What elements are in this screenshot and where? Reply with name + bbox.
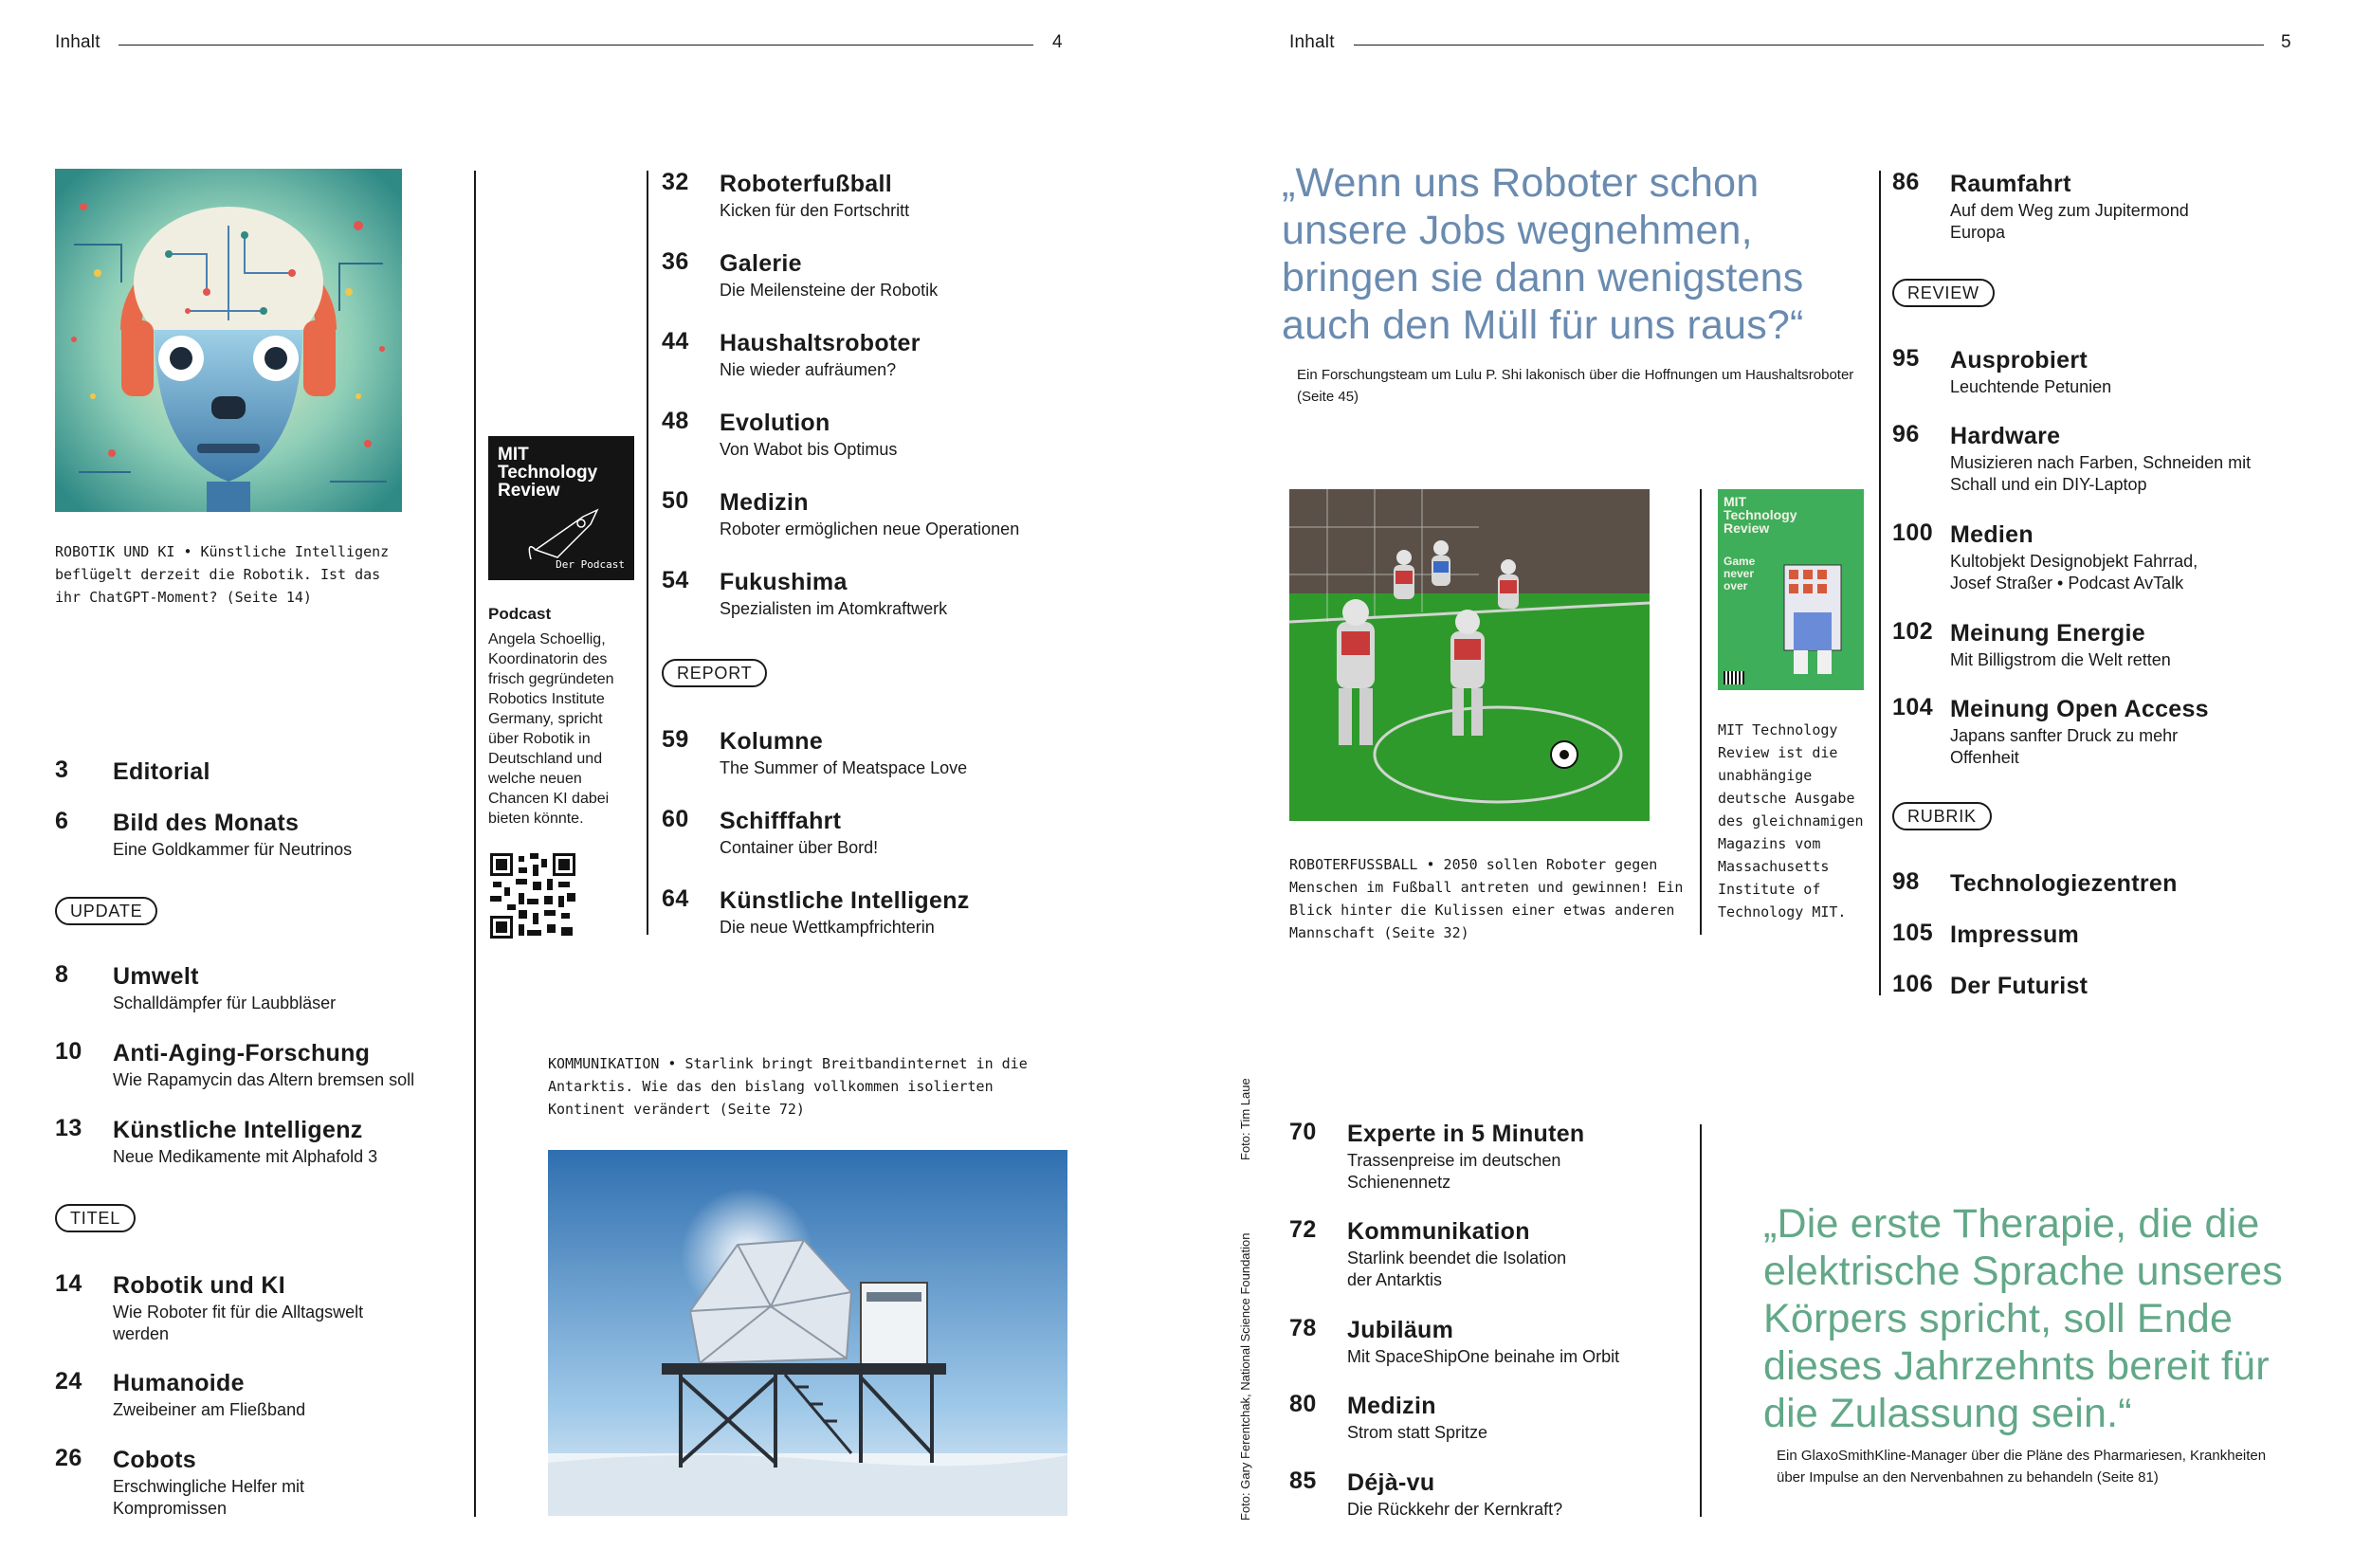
toc-subtitle: Spezialisten im Atomkraftwerk bbox=[720, 599, 948, 618]
toc-page-number: 85 bbox=[1289, 1468, 1317, 1494]
toc-page-number: 48 bbox=[662, 408, 689, 434]
section-pill-update: UPDATE bbox=[55, 897, 157, 925]
toc-title: Galerie bbox=[720, 250, 802, 277]
column-rule bbox=[1879, 171, 1881, 995]
toc-entry[interactable] bbox=[662, 806, 1060, 859]
toc-title: Jubiläum bbox=[1347, 1317, 1454, 1343]
toc-title: Evolution bbox=[720, 410, 830, 436]
toc-entry[interactable] bbox=[55, 1115, 453, 1168]
right-header-rule bbox=[1354, 45, 2264, 46]
toc-title: Haushaltsroboter bbox=[720, 330, 921, 356]
toc-title: Künstliche Intelligenz bbox=[720, 887, 970, 914]
toc-entry[interactable] bbox=[662, 567, 1060, 620]
section-pill-rubrik: RUBRIK bbox=[1892, 802, 1992, 830]
toc-subtitle: Mit Billigstrom die Welt retten bbox=[1950, 650, 2171, 669]
toc-entry[interactable] bbox=[55, 757, 434, 787]
toc-subtitle: Mit SpaceShipOne beinahe im Orbit bbox=[1347, 1347, 1620, 1366]
toc-subtitle: Auf dem Weg zum Jupitermond Europa bbox=[1950, 201, 2189, 242]
toc-entry[interactable] bbox=[662, 885, 1060, 939]
toc-title: Raumfahrt bbox=[1950, 171, 2071, 197]
toc-page-number: 54 bbox=[662, 567, 689, 593]
toc-entry[interactable] bbox=[1892, 920, 2309, 950]
toc-title: Experte in 5 Minuten bbox=[1347, 1121, 1585, 1147]
toc-title: Medizin bbox=[1347, 1393, 1436, 1419]
qr-code[interactable] bbox=[490, 853, 575, 939]
podcast-heading: Podcast bbox=[488, 605, 552, 623]
toc-page-number: 59 bbox=[662, 726, 689, 753]
toc-page-number: 64 bbox=[662, 885, 689, 912]
mag-cover-line1: MIT bbox=[1724, 494, 1747, 509]
toc-entry[interactable] bbox=[1289, 1119, 1687, 1194]
photo-credit-gary: Foto: Gary Ferentchak, National Science Foundation bbox=[1238, 1232, 1252, 1521]
toc-subtitle: The Summer of Meatspace Love bbox=[720, 758, 968, 777]
toc-entry[interactable] bbox=[662, 169, 1060, 222]
toc-subtitle: Die Meilensteine der Robotik bbox=[720, 281, 939, 300]
column-rule bbox=[1700, 489, 1702, 935]
toc-page-number: 13 bbox=[55, 1115, 82, 1141]
toc-page-number: 104 bbox=[1892, 694, 1934, 720]
mag-cover-line3: Review bbox=[1724, 520, 1770, 536]
toc-entry[interactable] bbox=[1289, 1216, 1687, 1291]
toc-subtitle: Die Rückkehr der Kernkraft? bbox=[1347, 1500, 1563, 1519]
toc-subtitle: Kultobjekt Designobjekt Fahrrad, Josef Straßer • Podcast AvTalk bbox=[1950, 552, 2198, 593]
toc-entry[interactable] bbox=[662, 487, 1060, 540]
right-page-number: 5 bbox=[2281, 32, 2291, 52]
toc-title: Umwelt bbox=[113, 963, 199, 990]
column-rule bbox=[474, 171, 476, 1517]
toc-entry[interactable] bbox=[55, 1038, 453, 1091]
toc-subtitle: Wie Roboter fit für die Alltagswelt werden bbox=[113, 1303, 364, 1343]
podcast-cover-line2: Technology bbox=[498, 463, 598, 483]
toc-subtitle: Container über Bord! bbox=[720, 838, 879, 857]
left-header-label: Inhalt bbox=[55, 32, 100, 52]
toc-entry[interactable] bbox=[55, 1368, 406, 1421]
toc-subtitle: Trassenpreise im deutschen Schienennetz bbox=[1347, 1151, 1561, 1192]
toc-subtitle: Starlink beendet die Isolation der Antarktis bbox=[1347, 1249, 1567, 1289]
toc-entry[interactable] bbox=[1289, 1468, 1687, 1521]
toc-title: Fukushima bbox=[720, 569, 848, 595]
toc-title: Editorial bbox=[113, 758, 210, 785]
toc-entry[interactable] bbox=[662, 726, 1060, 779]
toc-title: Humanoide bbox=[113, 1370, 245, 1396]
podcast-cover-line3: Review bbox=[498, 481, 560, 501]
toc-title: Meinung Open Access bbox=[1950, 696, 2209, 722]
toc-title: Medien bbox=[1950, 521, 2034, 548]
toc-page-number: 106 bbox=[1892, 971, 1934, 997]
toc-entry[interactable] bbox=[1289, 1391, 1687, 1444]
toc-page-number: 78 bbox=[1289, 1315, 1317, 1341]
podcast-cover-line1: MIT bbox=[498, 445, 529, 465]
toc-entry[interactable] bbox=[1289, 1315, 1687, 1368]
toc-page-number: 80 bbox=[1289, 1391, 1317, 1417]
toc-entry[interactable] bbox=[1892, 618, 2309, 671]
podcast-text: Angela Schoellig, Koordinatorin des frisch gegründeten Robotics Institute Germany, spricht über Robotik in Deutschland und welche neuen Chancen KI dabei bieten könnte. bbox=[488, 631, 614, 827]
robot-soccer-photo bbox=[1289, 489, 1650, 821]
antarctica-photo bbox=[548, 1150, 1067, 1516]
toc-page-number: 3 bbox=[55, 757, 69, 783]
toc-page-number: 8 bbox=[55, 961, 69, 988]
section-pill-titel: TITEL bbox=[55, 1204, 136, 1232]
toc-subtitle: Wie Rapamycin das Altern bremsen soll bbox=[113, 1070, 415, 1089]
toc-page-number: 102 bbox=[1892, 618, 1934, 645]
toc-page-number: 10 bbox=[55, 1038, 82, 1065]
toc-title: Hardware bbox=[1950, 423, 2061, 449]
podcast-cover-small: Der Podcast bbox=[556, 558, 625, 571]
toc-page-number: 60 bbox=[662, 806, 689, 832]
section-pill-review: REVIEW bbox=[1892, 279, 1995, 307]
toc-page-number: 50 bbox=[662, 487, 689, 514]
rocket-icon bbox=[526, 502, 611, 559]
toc-entry[interactable] bbox=[1892, 169, 2290, 244]
toc-title: Roboterfußball bbox=[720, 171, 892, 197]
section-pill-report: REPORT bbox=[662, 659, 767, 687]
toc-entry[interactable] bbox=[1892, 520, 2309, 594]
toc-page-number: 95 bbox=[1892, 345, 1920, 372]
toc-title: Cobots bbox=[113, 1447, 196, 1473]
toc-subtitle: Kicken für den Fortschritt bbox=[720, 201, 910, 220]
komm-caption: KOMMUNIKATION • Starlink bringt Breitbandinternet in die Antarktis. Wie das den bislang vollkommen isolierten Kontinent verändert (Seite 72) bbox=[548, 1055, 1028, 1118]
toc-page-number: 70 bbox=[1289, 1119, 1317, 1145]
toc-entry[interactable] bbox=[1892, 868, 2309, 899]
toc-title: Schifffahrt bbox=[720, 808, 842, 834]
pull-quote-2-caption: Ein GlaxoSmithKline-Manager über die Pläne des Pharmariesen, Krankheiten über Impulse an den Nervenbahnen zu behandeln (Seite 81) bbox=[1777, 1448, 2267, 1486]
magazine-cover[interactable] bbox=[1718, 489, 1864, 690]
toc-entry[interactable] bbox=[55, 808, 434, 861]
toc-title: Anti-Aging-Forschung bbox=[113, 1040, 371, 1067]
toc-page-number: 98 bbox=[1892, 868, 1920, 895]
toc-entry[interactable] bbox=[662, 248, 1060, 301]
toc-subtitle: Japans sanfter Druck zu mehr Offenheit bbox=[1950, 726, 2179, 767]
podcast-cover[interactable] bbox=[488, 436, 634, 580]
toc-entry[interactable] bbox=[1892, 421, 2309, 496]
toc-title: Medizin bbox=[720, 489, 809, 516]
pull-quote-1-caption: Ein Forschungsteam um Lulu P. Shi lakonisch über die Hoffnungen um Haushaltsroboter (Seite 45) bbox=[1297, 367, 1854, 405]
toc-entry[interactable] bbox=[662, 408, 1060, 461]
toc-subtitle: Leuchtende Petunien bbox=[1950, 377, 2112, 396]
toc-subtitle: Von Wabot bis Optimus bbox=[720, 440, 898, 459]
left-header-rule bbox=[119, 45, 1033, 46]
toc-page-number: 26 bbox=[55, 1445, 82, 1471]
toc-entry[interactable] bbox=[1892, 345, 2309, 398]
toc-title: Kolumne bbox=[720, 728, 824, 755]
toc-subtitle: Strom statt Spritze bbox=[1347, 1423, 1488, 1442]
toc-entry[interactable] bbox=[1892, 694, 2309, 769]
toc-entry[interactable] bbox=[662, 328, 1060, 381]
toc-page-number: 96 bbox=[1892, 421, 1920, 447]
toc-title: Technologiezentren bbox=[1950, 870, 2178, 897]
toc-title: Der Futurist bbox=[1950, 973, 2089, 999]
toc-subtitle: Neue Medikamente mit Alphafold 3 bbox=[113, 1147, 378, 1166]
pull-quote-1: „Wenn uns Roboter schon unsere Jobs wegnehmen, bringen sie dann wenigstens auch den Müll für uns raus?“ bbox=[1282, 160, 1804, 348]
toc-page-number: 72 bbox=[1289, 1216, 1317, 1243]
toc-page-number: 36 bbox=[662, 248, 689, 275]
mag-cover-headline: Game never over bbox=[1724, 555, 1756, 593]
right-header-label: Inhalt bbox=[1289, 32, 1335, 52]
column-rule bbox=[647, 171, 648, 935]
toc-entry[interactable] bbox=[1892, 971, 2309, 1001]
soccer-caption: ROBOTERFUSSBALL • 2050 sollen Roboter gegen Menschen im Fußball antreten und gewinnen! Ein Blick hinter die Kulissen einer etwas anderen Mannschaft (Seite 32) bbox=[1289, 856, 1684, 941]
toc-page-number: 32 bbox=[662, 169, 689, 195]
toc-page-number: 100 bbox=[1892, 520, 1934, 546]
toc-entry[interactable] bbox=[55, 961, 453, 1014]
toc-subtitle: Roboter ermöglichen neue Operationen bbox=[720, 520, 1020, 538]
toc-subtitle: Musizieren nach Farben, Schneiden mit Schall und ein DIY-Laptop bbox=[1950, 453, 2252, 494]
toc-entry[interactable] bbox=[55, 1270, 406, 1345]
toc-title: Kommunikation bbox=[1347, 1218, 1530, 1245]
toc-page-number: 86 bbox=[1892, 169, 1920, 195]
toc-page-number: 14 bbox=[55, 1270, 82, 1297]
toc-title: Déjà-vu bbox=[1347, 1469, 1435, 1496]
toc-page-number: 6 bbox=[55, 808, 69, 834]
toc-page-number: 105 bbox=[1892, 920, 1934, 946]
toc-subtitle: Die neue Wettkampfrichterin bbox=[720, 918, 935, 937]
toc-subtitle: Eine Goldkammer für Neutrinos bbox=[113, 840, 353, 859]
toc-subtitle: Zweibeiner am Fließband bbox=[113, 1400, 306, 1419]
toc-title: Robotik und KI bbox=[113, 1272, 285, 1299]
cover-caption: ROBOTIK UND KI • Künstliche Intelligenz beflügelt derzeit die Robotik. Ist das ihr ChatGPT-Moment? (Seite 14) bbox=[55, 543, 390, 606]
mag-cover-line2: Technology bbox=[1724, 507, 1797, 522]
toc-page-number: 24 bbox=[55, 1368, 82, 1395]
toc-title: Impressum bbox=[1950, 921, 2080, 948]
toc-subtitle: Nie wieder aufräumen? bbox=[720, 360, 897, 379]
toc-title: Ausprobiert bbox=[1950, 347, 2088, 374]
toc-entry[interactable] bbox=[55, 1445, 406, 1520]
toc-title: Künstliche Intelligenz bbox=[113, 1117, 363, 1143]
pull-quote-2: „Die erste Therapie, die die elektrische Sprache unseres Körpers spricht, soll Ende dieses Jahrzehnts bereit für die Zulassung sein.“ bbox=[1763, 1201, 2283, 1436]
toc-page-number: 44 bbox=[662, 328, 689, 355]
left-page-number: 4 bbox=[1052, 32, 1063, 52]
magazine-caption: MIT Technology Review ist die unabhängige deutsche Ausgabe des gleichnamigen Magazins vom Massachusetts Institute of Technology MIT. bbox=[1718, 721, 1864, 921]
column-rule bbox=[1700, 1124, 1702, 1517]
robot-cover-illustration bbox=[55, 169, 402, 512]
toc-title: Meinung Energie bbox=[1950, 620, 2145, 647]
toc-subtitle: Schalldämpfer für Laubbläser bbox=[113, 994, 337, 1012]
toc-subtitle: Erschwingliche Helfer mit Kompromissen bbox=[113, 1477, 305, 1518]
toc-title: Bild des Monats bbox=[113, 810, 300, 836]
photo-credit-tim: Foto: Tim Laue bbox=[1238, 1078, 1252, 1160]
barcode-icon bbox=[1724, 671, 1744, 684]
